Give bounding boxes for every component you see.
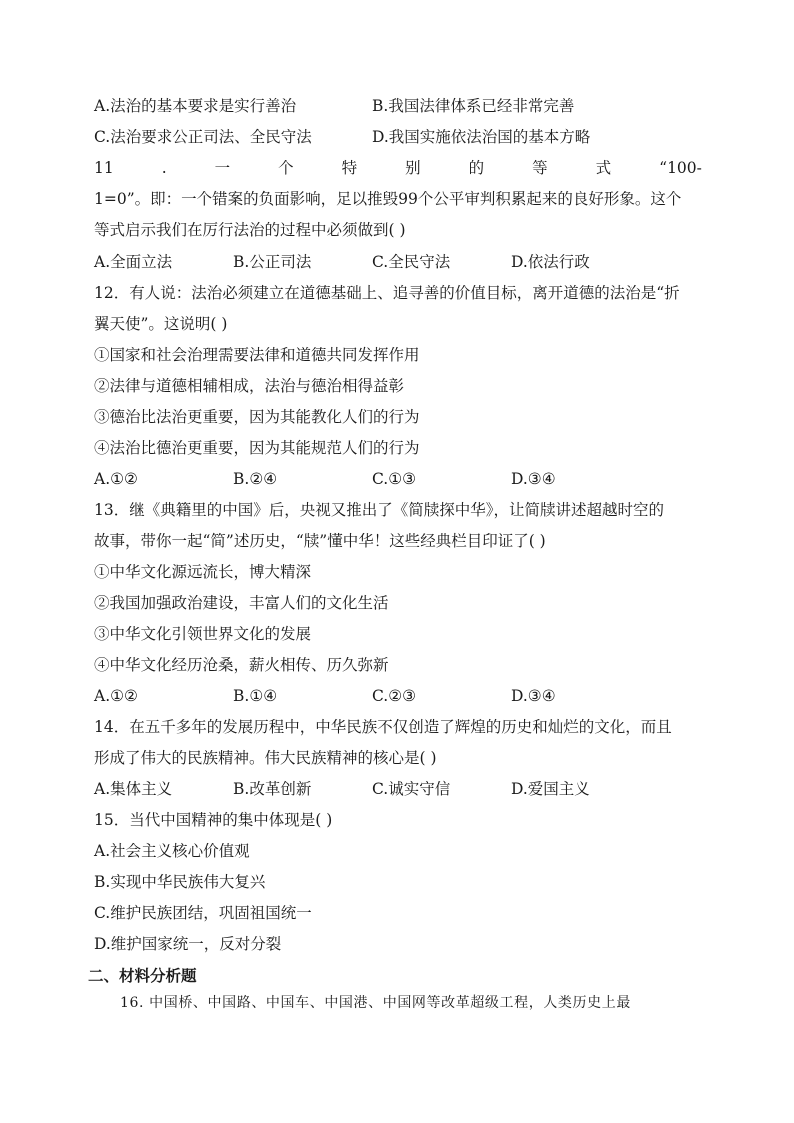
q14-stem-line-2: 形成了伟大的民族精神。伟大民族精神的核心是( ) [94, 749, 437, 767]
q15-option-a: A.社会主义核心价值观 [94, 842, 250, 860]
q10-options-row-1 [94, 96, 702, 116]
q11-options-row [94, 252, 702, 272]
q12-stem-line-2: 翼天使”。这说明( ) [94, 315, 228, 333]
q14-option-a: A.集体主义 [94, 780, 173, 798]
q12-statement-2: ②法律与道德相辅相成，法治与德治相得益彰 [94, 377, 405, 395]
q12-option-b: B.②④ [233, 470, 278, 488]
q12-options-row [94, 469, 702, 489]
q13-option-a: A.①② [94, 687, 138, 705]
q10-option-a: A.法治的基本要求是实行善治 [94, 97, 297, 115]
q13-options-row [94, 686, 702, 706]
q10-option-c: C.法治要求公正司法、全民守法 [94, 128, 312, 146]
q14-option-b: B.改革创新 [233, 780, 312, 798]
q11-word: 式 [595, 159, 612, 177]
q11-number: 11 [94, 159, 114, 177]
q12-statement-4: ④法治比德治更重要，因为其能规范人们的行为 [94, 439, 420, 457]
q15-option-b: B.实现中华民族伟大复兴 [94, 873, 266, 891]
q11-word: 特 [341, 159, 358, 177]
q13-statement-2: ②我国加强政治建设，丰富人们的文化生活 [94, 594, 389, 612]
q10-options-row-2 [94, 127, 702, 147]
q12-option-a: A.①② [94, 470, 138, 488]
q15-stem: 15．当代中国精神的集中体现是( ) [94, 811, 333, 829]
q11-word: 别 [405, 159, 421, 177]
q13-option-d: D.③④ [511, 687, 556, 705]
q13-stem-line-2: 故事，带你一起“简”述历史，“牍”懂中华！这些经典栏目印证了( ) [94, 532, 546, 550]
q13-stem-line-1: 13．继《典籍里的中国》后，央视又推出了《简牍探中华》，让简牍讲述超越时空的 [94, 501, 664, 519]
q11-word: 的 [468, 159, 485, 177]
q11-option-c: C.全民守法 [372, 253, 451, 271]
q11-stem-line-2: 1=0”。即：一个错案的负面影响，足以推毁99个公平审判积累起来的良好形象。这个 [94, 190, 682, 208]
q12-option-d: D.③④ [511, 470, 556, 488]
q14-option-d: D.爱国主义 [511, 780, 590, 798]
q15-option-c: C.维护民族团结，巩固祖国统一 [94, 904, 312, 922]
q13-option-b: B.①④ [233, 687, 278, 705]
q14-options-row [94, 779, 702, 799]
q11-stem-line-1 [94, 158, 702, 178]
q11-word: 等 [532, 159, 548, 177]
q11-option-a: A.全面立法 [94, 253, 173, 271]
q11-stem-line-3: 等式启示我们在厉行法治的过程中必须做到( ) [94, 221, 406, 239]
q11-word: 一 [214, 159, 231, 177]
q12-option-c: C.①③ [372, 470, 417, 488]
q14-stem-line-1: 14．在五千多年的发展历程中，中华民族不仅创造了辉煌的历史和灿烂的文化，而且 [94, 718, 672, 736]
q13-option-c: C.②③ [372, 687, 417, 705]
q11-word: “100- [659, 159, 702, 177]
q10-option-d: D.我国实施依法治国的基本方略 [372, 128, 591, 146]
q13-statement-1: ①中华文化源远流长，博大精深 [94, 563, 312, 581]
q11-dot: . [161, 159, 167, 177]
q12-statement-1: ①国家和社会治理需要法律和道德共同发挥作用 [94, 346, 420, 364]
q12-stem-line-1: 12．有人说：法治必须建立在道德基础上、追寻善的价值目标，离开道德的法治是“折 [94, 284, 680, 302]
q16-stem-line-1: 16. 中国桥、中国路、中国车、中国港、中国网等改革超级工程，人类历史上最 [120, 995, 631, 1011]
section-heading: 二、材料分析题 [88, 967, 197, 985]
q13-statement-3: ③中华文化引领世界文化的发展 [94, 625, 312, 643]
q13-statement-4: ④中华文化经历沧桑，薪火相传、历久弥新 [94, 656, 389, 674]
q15-option-d: D.维护国家统一，反对分裂 [94, 935, 282, 953]
q11-option-d: D.依法行政 [511, 253, 590, 271]
q11-option-b: B.公正司法 [233, 253, 312, 271]
q11-word: 个 [278, 159, 294, 177]
q14-option-c: C.诚实守信 [372, 780, 451, 798]
q12-statement-3: ③德治比法治更重要，因为其能教化人们的行为 [94, 408, 420, 426]
q10-option-b: B.我国法律体系已经非常完善 [372, 97, 575, 115]
